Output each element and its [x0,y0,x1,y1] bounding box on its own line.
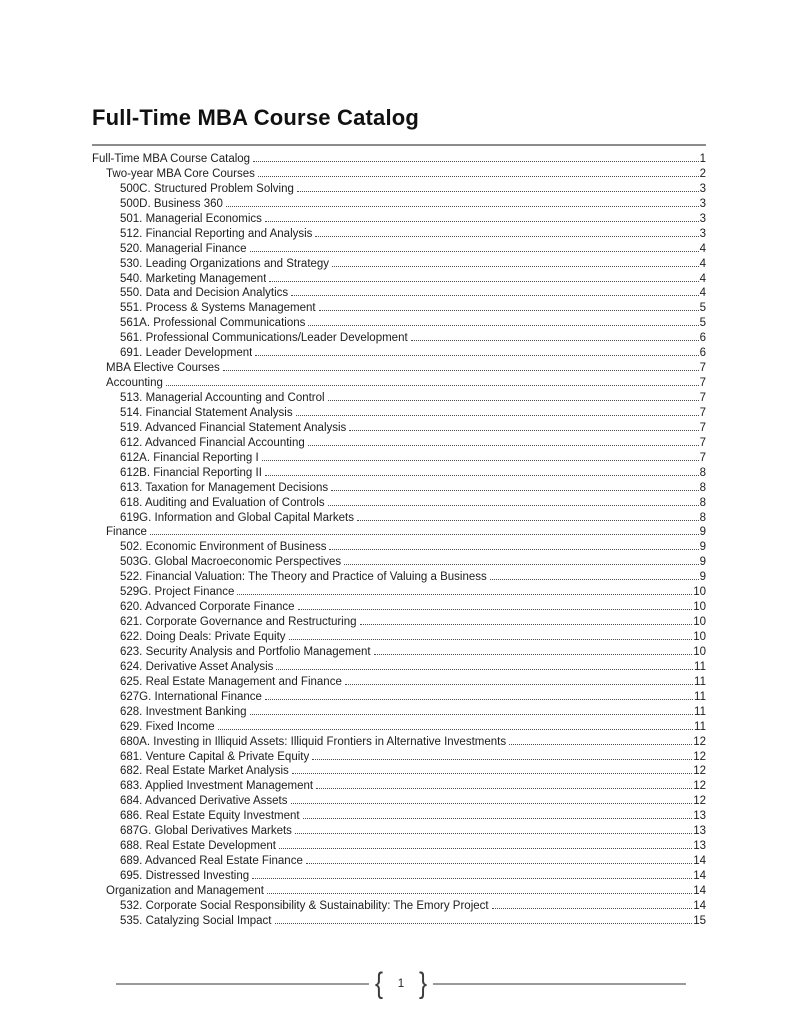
toc-entry-text: 612. Advanced Financial Accounting [120,436,305,449]
toc-dot-leader [329,549,698,550]
toc-dot-leader [306,863,692,864]
toc-entry-text: 629. Fixed Income [120,720,215,733]
toc-entry-text: 688. Real Estate Development [120,840,276,853]
toc-entry[interactable] [92,481,706,496]
toc-entry-text: 687G. Global Derivatives Markets [120,825,292,838]
toc-dot-leader [291,295,698,296]
toc-entry-text: 501. Managerial Economics [120,212,262,225]
toc-entry-page: 8 [699,481,706,494]
toc-dot-leader [308,445,699,446]
toc-entry-page: 13 [693,810,706,823]
toc-dot-leader [331,490,698,491]
toc-entry-page: 15 [693,914,706,927]
toc-dot-leader [328,505,699,506]
toc-entry-text: 612B. Financial Reporting II [120,466,262,479]
toc-entry-text: 561A. Professional Communications [120,317,306,330]
footer-page-number: 1 [397,978,405,990]
toc-entry-page: 10 [693,631,706,643]
toc-entry-page: 7 [699,362,706,375]
toc-entry-text: 695. Distressed Investing [120,870,250,882]
toc-entry-page: 8 [699,496,706,509]
toc-dot-leader [275,923,693,924]
toc-entry-text: 551. Process & Systems Management [120,302,316,315]
toc-entry-text: Organization and Management [106,884,264,897]
toc-entry-page: 9 [699,526,706,539]
toc-entry[interactable] [92,511,706,526]
toc-entry[interactable] [92,630,706,645]
toc-dot-leader [292,773,692,774]
toc-entry[interactable] [92,854,706,869]
toc-entry-text: 691. Leader Development [120,347,253,360]
toc-entry-page: 5 [699,317,706,330]
toc-entry[interactable] [92,152,706,167]
toc-entry-page: 4 [699,257,706,270]
toc-entry-text: 680A. Investing in Illiquid Assets: Illiquid Frontiers in Alternative Investments [120,735,507,748]
toc-dot-leader [319,310,699,311]
toc-entry-text: 689. Advanced Real Estate Finance [120,855,303,868]
toc-entry[interactable] [92,705,706,720]
toc-entry[interactable] [92,809,706,824]
toc-entry-text: 540. Marketing Management [120,272,267,285]
toc-entry-page: 12 [693,735,706,748]
toc-entry-page: 12 [693,795,706,808]
toc-entry[interactable] [92,242,706,257]
toc-entry-text: 514. Financial Statement Analysis [120,406,293,419]
toc-entry-page: 7 [699,421,706,434]
toc-entry[interactable] [92,600,706,615]
toc-dot-leader [357,520,699,521]
toc-entry-text: 500C. Structured Problem Solving [120,182,294,195]
toc-entry-page: 10 [693,601,706,614]
toc-entry-text: 529G. Project Finance [120,586,235,599]
toc-dot-leader [265,699,693,700]
toc-entry[interactable] [92,361,706,376]
toc-entry[interactable] [92,182,706,197]
toc-entry-page: 9 [699,556,706,569]
toc-entry-text: 686. Real Estate Equity Investment [120,810,300,823]
toc-dot-leader [316,788,692,789]
toc-entry-text: Full-Time MBA Course Catalog [92,153,251,165]
toc-dot-leader [250,714,693,715]
toc-list [92,152,706,929]
toc-entry-page: 11 [694,675,706,688]
toc-entry-text: 627G. International Finance [120,690,262,703]
toc-entry[interactable] [92,391,706,406]
toc-entry-page: 14 [693,855,706,868]
toc-entry-text: 502. Economic Environment of Business [120,541,327,554]
toc-entry-page: 8 [699,511,706,524]
toc-dot-leader [490,579,699,580]
toc-entry[interactable] [92,779,706,794]
toc-entry-text: 532. Corporate Social Responsibility & Sustainability: The Emory Project [120,899,489,912]
toc-dot-leader [255,355,698,356]
toc-entry[interactable] [92,331,706,346]
toc-entry[interactable] [92,839,706,854]
toc-entry-page: 2 [699,167,706,180]
toc-entry[interactable] [92,421,706,436]
toc-entry-page: 14 [693,870,706,882]
toc-dot-leader [223,370,699,371]
toc-entry-page: 11 [694,720,706,733]
toc-entry-page: 11 [694,660,706,673]
toc-entry-text: 503G. Global Macroeconomic Perspectives [120,556,342,569]
toc-entry[interactable] [92,570,706,585]
toc-entry-text: 500D. Business 360 [120,197,223,210]
toc-entry[interactable] [92,316,706,331]
toc-dot-leader [262,460,699,461]
toc-dot-leader [315,236,698,237]
toc-entry-page: 3 [699,212,706,225]
toc-entry-page: 3 [699,197,706,210]
toc-dot-leader [509,744,692,745]
toc-entry-page: 1 [699,153,706,165]
toc-entry-text: 618. Auditing and Evaluation of Controls [120,496,325,509]
toc-entry[interactable] [92,824,706,839]
toc-entry[interactable] [92,496,706,511]
toc-entry-page: 3 [699,182,706,195]
toc-dot-leader [150,534,699,535]
toc-entry-page: 11 [694,705,706,718]
toc-entry-page: 13 [693,825,706,838]
toc-entry-page: 9 [699,571,706,584]
toc-entry-page: 6 [699,347,706,360]
toc-entry-text: 530. Leading Organizations and Strategy [120,257,330,270]
toc-entry-text: 684. Advanced Derivative Assets [120,795,288,808]
toc-dot-leader [328,400,699,401]
toc-entry-page: 7 [699,377,706,390]
toc-entry[interactable] [92,899,706,914]
toc-dot-leader [267,893,692,894]
toc-entry[interactable] [92,735,706,750]
toc-dot-leader [332,266,699,267]
toc-dot-leader [237,594,692,595]
toc-dot-leader [296,415,699,416]
toc-entry-text: MBA Elective Courses [106,362,220,375]
toc-entry-text: Accounting [106,377,163,390]
footer-page-number-box [369,968,433,1000]
toc-dot-leader [492,908,693,909]
toc-dot-leader [291,803,693,804]
toc-entry-text: 619G. Information and Global Capital Markets [120,511,354,524]
toc-entry[interactable] [92,272,706,287]
toc-entry-text: 622. Doing Deals: Private Equity [120,631,286,643]
toc-entry-text: 683. Applied Investment Management [120,780,314,793]
toc-dot-leader [258,176,699,177]
toc-entry-page: 13 [693,840,706,853]
toc-dot-leader [298,609,693,610]
toc-entry-page: 7 [699,436,706,449]
toc-entry-text: 620. Advanced Corporate Finance [120,601,295,614]
toc-entry-text: 519. Advanced Financial Statement Analysis [120,421,347,434]
toc-dot-leader [344,564,698,565]
toc-entry[interactable] [92,720,706,735]
toc-entry-page: 4 [699,287,706,300]
toc-dot-leader [297,191,699,192]
toc-dot-leader [308,325,698,326]
toc-entry[interactable] [92,585,706,600]
toc-entry[interactable] [92,764,706,779]
toc-entry-page: 7 [699,451,706,464]
toc-entry-text: 613. Taxation for Management Decisions [120,481,329,494]
toc-entry-text: 682. Real Estate Market Analysis [120,765,289,778]
title-divider [92,144,706,146]
toc-entry-text: 535. Catalyzing Social Impact [120,914,272,927]
toc-entry-text: 512. Financial Reporting and Analysis [120,227,313,240]
toc-entry-text: 681. Venture Capital & Private Equity [120,750,310,763]
toc-entry-page: 14 [693,899,706,912]
toc-dot-leader [411,340,699,341]
toc-entry[interactable] [92,660,706,675]
right-brace-icon: } [419,966,428,1001]
toc-dot-leader [345,684,693,685]
toc-dot-leader [265,475,699,476]
page-footer [116,968,686,1000]
toc-dot-leader [295,833,692,834]
toc-entry[interactable] [92,794,706,809]
toc-entry[interactable] [92,914,706,929]
toc-entry-text: Finance [106,526,147,539]
toc-entry-text: 520. Managerial Finance [120,242,247,255]
toc-entry-page: 10 [693,616,706,629]
toc-dot-leader [276,669,693,670]
toc-entry[interactable] [92,167,706,182]
toc-entry-page: 3 [699,227,706,240]
page-title: Full-Time MBA Course Catalog [92,104,420,130]
toc-entry[interactable] [92,645,706,660]
toc-entry[interactable] [92,675,706,690]
toc-dot-leader [269,281,698,282]
toc-entry[interactable] [92,451,706,466]
toc-entry[interactable] [92,376,706,391]
toc-entry-page: 4 [699,272,706,285]
toc-dot-leader [360,624,693,625]
toc-entry-text: 624. Derivative Asset Analysis [120,660,274,673]
toc-entry-text: 513. Managerial Accounting and Control [120,392,325,404]
toc-entry-page: 12 [693,780,706,793]
toc-entry-page: 7 [699,392,706,404]
toc-entry[interactable] [92,884,706,899]
toc-entry[interactable] [92,540,706,555]
toc-entry[interactable] [92,869,706,884]
toc-dot-leader [374,654,693,655]
toc-dot-leader [303,818,693,819]
toc-entry[interactable] [92,615,706,630]
toc-entry-page: 11 [694,690,706,703]
toc-entry[interactable] [92,301,706,316]
toc-entry-page: 8 [699,466,706,479]
toc-entry[interactable] [92,525,706,540]
toc-entry-text: 621. Corporate Governance and Restructuring [120,616,357,629]
toc-entry-text: Two-year MBA Core Courses [106,167,255,180]
toc-dot-leader [289,639,693,640]
toc-entry[interactable] [92,436,706,451]
toc-entry-page: 4 [699,242,706,255]
toc-entry[interactable] [92,212,706,227]
toc-dot-leader [349,430,698,431]
toc-entry[interactable] [92,346,706,361]
toc-dot-leader [218,729,693,730]
toc-dot-leader [166,385,699,386]
toc-entry-page: 10 [693,645,706,658]
toc-dot-leader [226,206,699,207]
toc-entry-page: 7 [699,406,706,419]
toc-entry[interactable] [92,690,706,705]
toc-entry-text: 612A. Financial Reporting I [120,451,259,464]
toc-dot-leader [253,161,699,162]
toc-dot-leader [279,848,692,849]
toc-entry[interactable] [92,227,706,242]
toc-entry[interactable] [92,406,706,421]
toc-entry[interactable] [92,466,706,481]
toc-dot-leader [265,221,699,222]
toc-entry[interactable] [92,257,706,272]
toc-entry[interactable] [92,197,706,212]
toc-entry-text: 561. Professional Communications/Leader Development [120,332,408,345]
left-brace-icon: { [374,966,383,1001]
toc-entry-text: 623. Security Analysis and Portfolio Management [120,645,371,658]
toc-entry-text: 522. Financial Valuation: The Theory and Practice of Valuing a Business [120,571,487,584]
toc-entry-text: 628. Investment Banking [120,705,247,718]
toc-entry[interactable] [92,286,706,301]
toc-entry-page: 10 [693,586,706,599]
toc-entry-page: 5 [699,302,706,315]
toc-entry-page: 14 [693,884,706,897]
toc-dot-leader [312,759,692,760]
toc-entry-text: 625. Real Estate Management and Finance [120,675,342,688]
toc-entry-text: 550. Data and Decision Analytics [120,287,289,300]
toc-entry[interactable] [92,750,706,765]
toc-dot-leader [252,878,692,879]
toc-entry-page: 9 [699,541,706,554]
toc-entry-page: 12 [693,765,706,778]
toc-entry-page: 12 [693,750,706,763]
toc-dot-leader [250,251,699,252]
toc-entry-page: 6 [699,332,706,345]
toc-entry[interactable] [92,555,706,570]
